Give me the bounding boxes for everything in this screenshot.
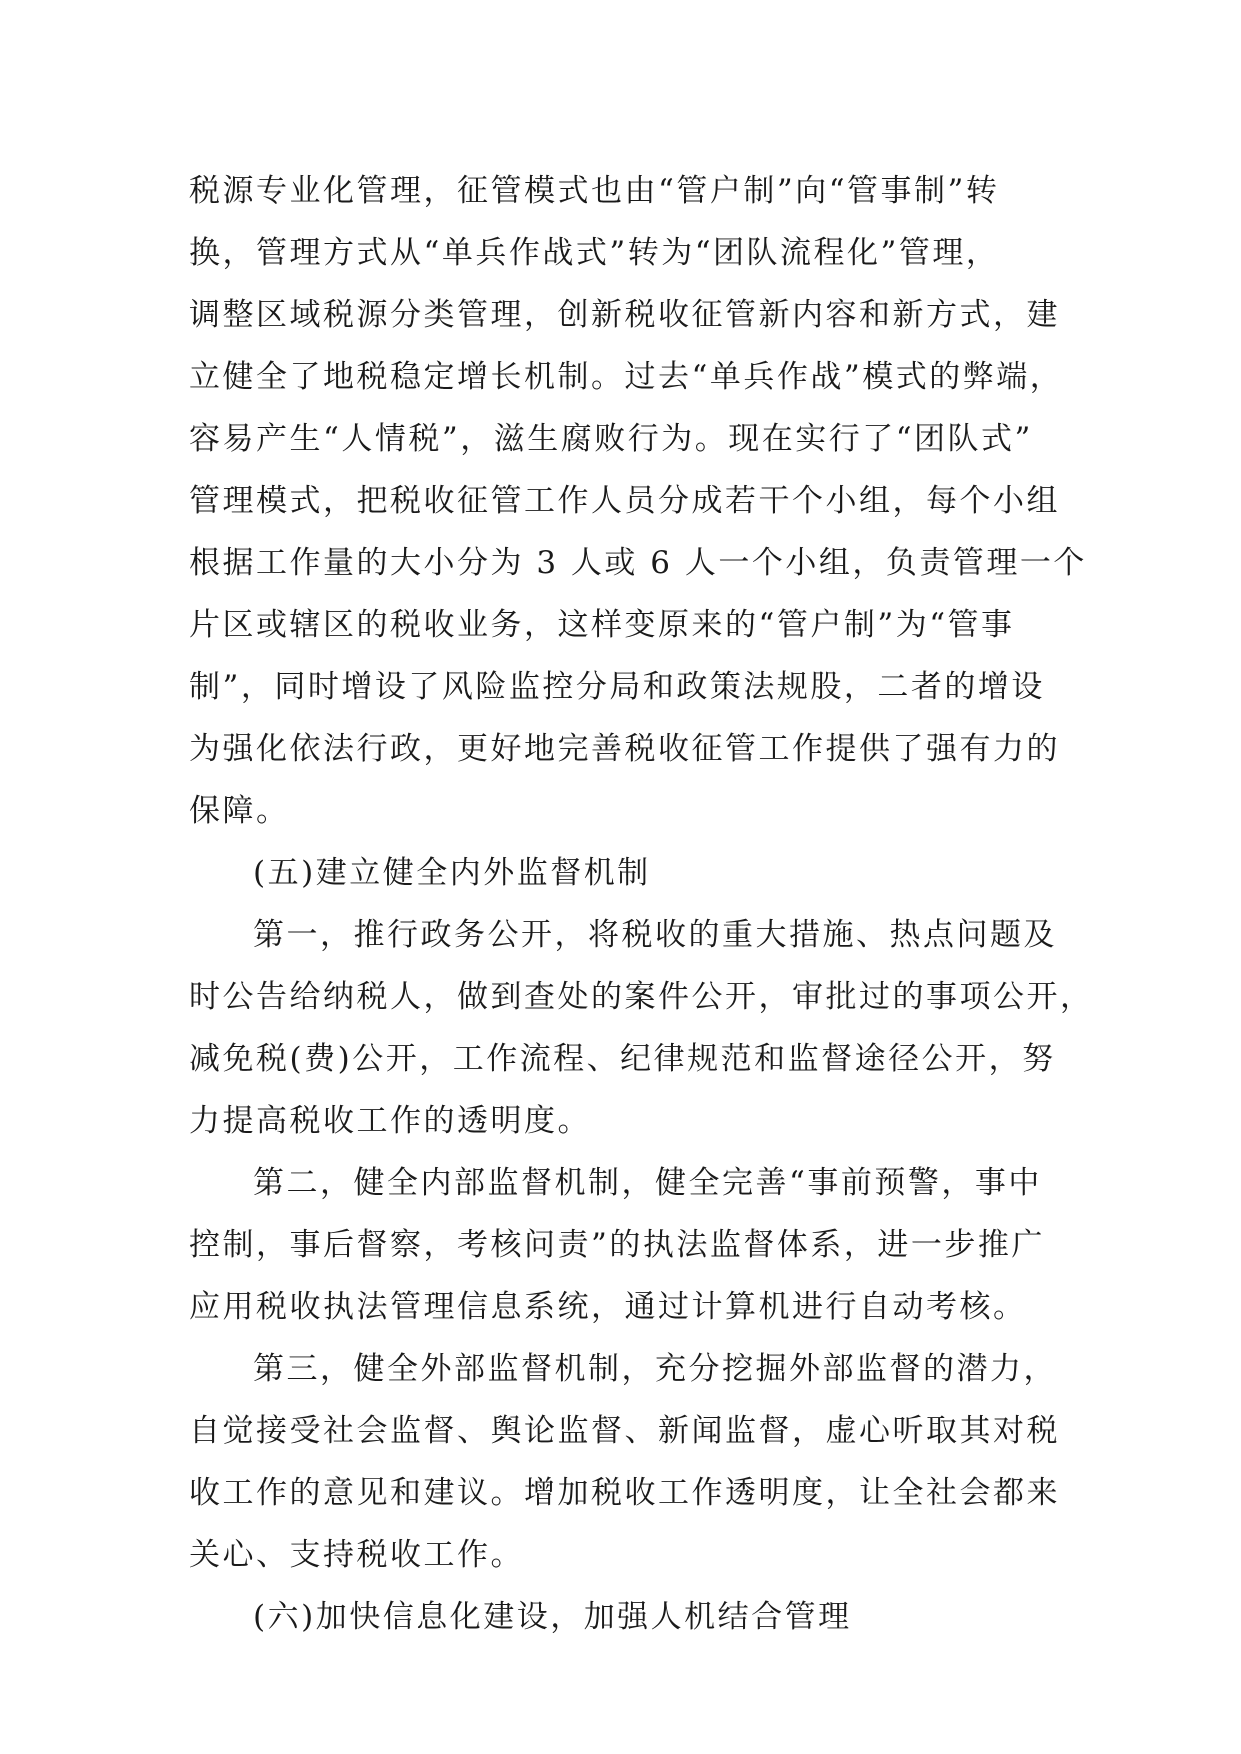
text-line: 制”，同时增设了风险监控分局和政策法规股，二者的增设 xyxy=(189,669,1045,705)
text-line: 收工作的意见和建议。增加税收工作透明度，让全社会都来 xyxy=(189,1475,1060,1511)
text-line: 片区或辖区的税收业务，这样变原来的“管户制”为“管事 xyxy=(189,607,1015,643)
text-line: 调整区域税源分类管理，创新税收征管新内容和新方式，建 xyxy=(189,297,1060,333)
section-heading: (六)加快信息化建设，加强人机结合管理 xyxy=(253,1599,852,1635)
text-line: 立健全了地税稳定增长机制。过去“单兵作战”模式的弊端， xyxy=(189,359,1064,395)
document-body xyxy=(189,160,1094,1648)
text-line: 关心、支持税收工作。 xyxy=(189,1537,524,1573)
paragraph-first-line: 第三，健全外部监督机制，充分挖掘外部监督的潜力， xyxy=(253,1351,1057,1387)
text-line: 自觉接受社会监督、舆论监督、新闻监督，虚心听取其对税 xyxy=(189,1413,1060,1449)
text-line: 容易产生“人情税”，滋生腐败行为。现在实行了“团队式” xyxy=(189,421,1033,457)
paragraph-first-line: 第一，推行政务公开，将税收的重大措施、热点问题及 xyxy=(253,917,1057,953)
text-line: 保障。 xyxy=(189,793,290,829)
paragraph-first-line: 第二，健全内部监督机制，健全完善“事前预警，事中 xyxy=(253,1165,1042,1201)
text-line: 力提高税收工作的透明度。 xyxy=(189,1103,591,1139)
text-line: 税源专业化管理，征管模式也由“管户制”向“管事制”转 xyxy=(189,173,1000,209)
text-line: 控制，事后督察，考核问责”的执法监督体系，进一步推广 xyxy=(189,1227,1045,1263)
text-line: 减免税(费)公开，工作流程、纪律规范和监督途径公开，努 xyxy=(189,1041,1056,1077)
text-line: 换，管理方式从“单兵作战式”转为“团队流程化”管理， xyxy=(189,235,1000,271)
text-line: 为强化依法行政，更好地完善税收征管工作提供了强有力的 xyxy=(189,731,1060,767)
text-line: 时公告给纳税人，做到查处的案件公开，审批过的事项公开， xyxy=(189,979,1094,1015)
text-line: 根据工作量的大小分为 3 人或 6 人一个小组，负责管理一个 xyxy=(189,545,1087,581)
section-heading: (五)建立健全内外监督机制 xyxy=(253,855,651,891)
text-line: 管理模式，把税收征管工作人员分成若干个小组，每个小组 xyxy=(189,483,1060,519)
text-line: 应用税收执法管理信息系统，通过计算机进行自动考核。 xyxy=(189,1289,1027,1325)
